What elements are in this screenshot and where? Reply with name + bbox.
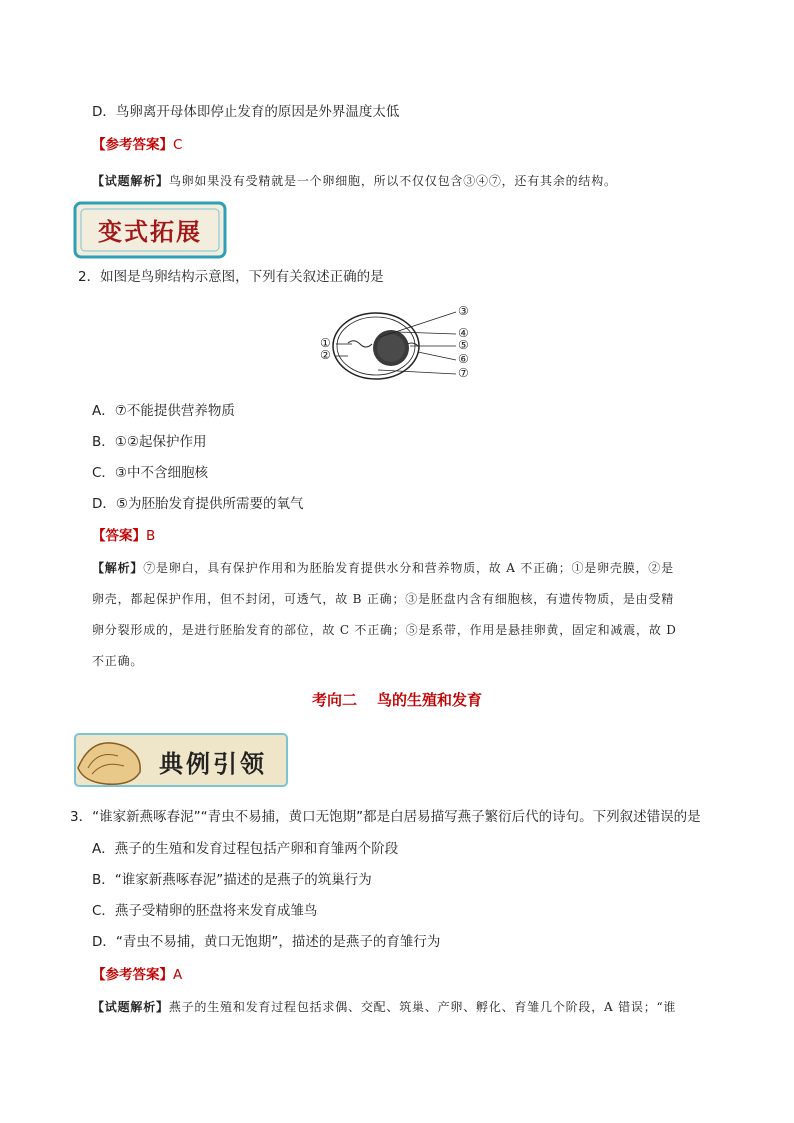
answer-label: 【参考答案】 [92, 137, 173, 153]
q2-stem: 2．如图是鸟卵结构示意图，下列有关叙述正确的是 [78, 269, 384, 285]
q2-analysis-line-2: 卵壳，都起保护作用，但不封闭，可透气，故 B 正确；③是胚盘内含有细胞核，有遗传物质，是由受精 [92, 592, 675, 606]
label-3: ③ [458, 304, 469, 318]
analysis-label: 【试题解析】 [92, 174, 169, 188]
label-7: ⑦ [458, 366, 469, 380]
egg-structure-figure [318, 300, 478, 392]
analysis-text: 鸟卵如果没有受精就是一个卵细胞，所以不仅仅包含③④⑦，还有其余的结构。 [168, 174, 617, 188]
q3-answer [92, 966, 182, 984]
q2-option-a: A．⑦不能提供营养物质 [92, 403, 235, 419]
section-label: 考向二 [311, 691, 357, 709]
q2-analysis-line-4: 不正确。 [92, 654, 144, 668]
q2-analysis-line-1 [92, 559, 674, 577]
analysis-label: 【解析】 [92, 561, 144, 575]
q2-option-d: D．⑤为胚胎发育提供所需要的氧气 [92, 496, 304, 512]
answer-value: A [173, 967, 183, 983]
q3-stem: 3．“谁家新燕啄春泥”“青虫不易捕，黄口无饱期”都是白居易描写燕子繁衍后代的诗句。下列叙述错误的是 [70, 809, 701, 825]
egg-diagram-icon [318, 300, 478, 392]
q1-analysis [92, 172, 617, 190]
banner-title: 变式拓展 [98, 217, 202, 246]
section-heading [0, 689, 794, 710]
q3-option-a: A．燕子的生殖和发育过程包括产卵和育雏两个阶段 [92, 841, 399, 857]
q1-answer [92, 136, 182, 154]
label-1: ① [320, 336, 331, 350]
q2-answer [92, 527, 155, 545]
q3-analysis [92, 998, 676, 1016]
analysis-label: 【试题解析】 [92, 1000, 169, 1014]
label-4: ④ [458, 326, 469, 340]
analysis-text: ⑦是卵白，具有保护作用和为胚胎发育提供水分和营养物质，故 A 不正确；①是卵壳膜，②是 [143, 561, 674, 575]
answer-value: B [146, 528, 156, 544]
q2-option-c: C．③中不含细胞核 [92, 465, 209, 481]
label-2: ② [320, 348, 331, 362]
answer-label: 【答案】 [92, 528, 146, 544]
label-6: ⑥ [458, 352, 469, 366]
section-title: 鸟的生殖和发育 [377, 691, 483, 709]
variant-extension-banner [72, 200, 228, 260]
q1-option-d: D．鸟卵离开母体即停止发育的原因是外界温度太低 [92, 104, 400, 120]
q3-option-d: D．“青虫不易捕，黄口无饱期”，描述的是燕子的育雏行为 [92, 934, 441, 950]
q2-option-b: B．①②起保护作用 [92, 434, 207, 450]
analysis-text: 燕子的生殖和发育过程包括求偶、交配、筑巢、产卵、孵化、育雏几个阶段，A 错误；“谁 [168, 1000, 677, 1014]
answer-label: 【参考答案】 [92, 967, 173, 983]
answer-value: C [173, 137, 183, 153]
typical-example-banner [72, 728, 290, 790]
q3-option-c: C．燕子受精卵的胚盘将来发育成雏鸟 [92, 903, 318, 919]
q3-option-b: B．“谁家新燕啄春泥”描述的是燕子的筑巢行为 [92, 872, 372, 888]
banner-title: 典例引领 [159, 749, 267, 778]
q2-analysis-line-3: 卵分裂形成的，是进行胚胎发育的部位，故 C 不正确；⑤是系带，作用是悬挂卵黄，固定和减震，故 D [92, 623, 677, 637]
label-5: ⑤ [458, 338, 469, 352]
